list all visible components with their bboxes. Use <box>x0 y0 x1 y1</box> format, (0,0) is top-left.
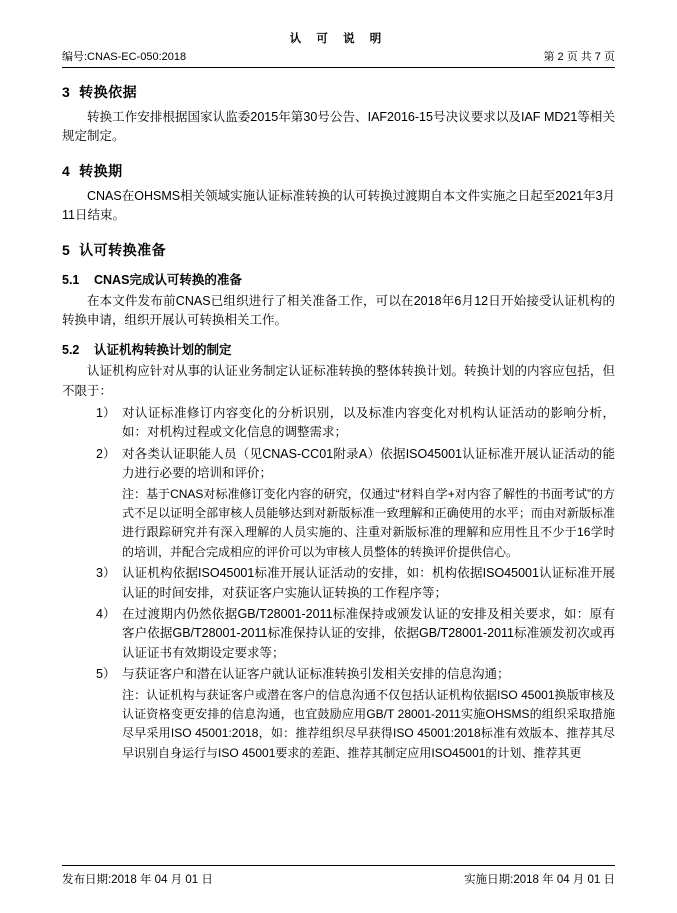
section-heading-4 <box>62 161 615 181</box>
list-item-label: 2） <box>96 446 116 461</box>
section-heading-3 <box>62 82 615 102</box>
issue-date: 发布日期:2018 年 04 月 01 日 <box>62 874 213 886</box>
list-item-note: 注：基于CNAS对标准修订变化内容的研究，仅通过“材料自学+对内容了解性的书面考试”的方式不足以证明全部审核人员能够达到对新版标准一致理解和正确使用的水平；而由对新版标准进行跟踪研究并有深入理解的人员实施的、注重对新版标准的理解和应用性且不少于16学时的培训，并配合完成相应的评价可以为审核人员整体的转换评价提供信心。 <box>122 486 615 559</box>
list-item-label: 3） <box>96 566 116 581</box>
list-item <box>96 605 615 663</box>
list-item-note: 注：认证机构与获证客户或潜在客户的信息沟通不仅包括认证机构依据ISO 45001换版审核及认证资格变更安排的信息沟通，也宜鼓励应用GB/T 28001-2011实施OHSMS的组织采取措施尽早采用ISO 45001:2018，如：推荐组织尽早获得ISO 45001:2018标准有效版本、推荐其尽早识别自身运行与ISO 45001要求的差距、推荐其制定应用ISO45001的计划、推荐其更 <box>122 687 615 760</box>
subsection-heading-5-2 <box>62 340 615 358</box>
section-number-5: 5 <box>62 241 71 258</box>
section-number-3: 3 <box>62 84 71 100</box>
list-item <box>96 564 615 603</box>
document-title: 认 可 说 明 <box>289 33 388 45</box>
section-heading-5 <box>62 240 615 260</box>
list-item <box>96 445 615 563</box>
document-code: 编号:CNAS-EC-050:2018 <box>62 51 187 63</box>
subsection-number-5-1: 5.1 <box>62 272 80 287</box>
section-title-4: 转换期 <box>79 162 123 179</box>
subsection-heading-5-1 <box>62 270 615 288</box>
section-4-paragraph: CNAS在OHSMS相关领域实施认证标准转换的认可转换过渡期自本文件实施之日起至2021年3月11日结束。 <box>62 188 615 223</box>
subsection-5-2-paragraph: 认证机构应针对从事的认证业务制定认证标准转换的整体转换计划。转换计划的内容应包括，但不限于： <box>62 364 615 398</box>
page-header <box>62 48 615 68</box>
list-item-label: 4） <box>96 607 116 621</box>
section-title-5: 认可转换准备 <box>79 241 167 258</box>
list-item-text: 认证机构依据ISO45001标准开展认证活动的安排，如：机构依据ISO45001认证标准开展认证的时间安排，对获证客户实施认证转换的工作程序等； <box>122 566 615 600</box>
subsection-title-5-2: 认证机构转换计划的制定 <box>94 343 232 358</box>
section-number-4: 4 <box>62 162 71 179</box>
list-item-label: 1） <box>96 406 116 420</box>
section-3-paragraph: 转换工作安排根据国家认监委2015年第30号公告、IAF2016-15号决议要求以及IAF MD21等相关规定制定。 <box>62 110 615 144</box>
list-item-text: 对认证标准修订内容变化的分析识别，以及标准内容变化对机构认证活动的影响分析，如：对机构过程或文化信息的调整需求； <box>122 406 615 440</box>
requirement-list <box>62 404 615 763</box>
page-number: 第 2 页 共 7 页 <box>543 51 615 63</box>
subsection-5-1-paragraph: 在本文件发布前CNAS已组织进行了相关准备工作，可以在2018年6月12日开始接受认证机构的转换申请，组织开展认可转换相关工作。 <box>62 293 615 327</box>
subsection-title-5-1: CNAS完成认可转换的准备 <box>94 272 242 287</box>
list-item-text: 与获证客户和潜在认证客户就认证标准转换引发相关安排的信息沟通； <box>122 667 510 682</box>
list-item-text: 在过渡期内仍然依据GB/T28001-2011标准保持或颁发认证的安排及相关要求，如：原有客户依据GB/T28001-2011标准保持认证的安排，依据GB/T28001-2011标准颁发初次或再认证证书有效期设定要求等； <box>122 607 615 660</box>
list-item <box>96 665 615 763</box>
list-item <box>96 404 615 443</box>
effective-date: 实施日期:2018 年 04 月 01 日 <box>464 874 615 886</box>
list-item-text: 对各类认证职能人员（见CNAS-CC01附录A）依据ISO45001认证标准开展认证活动的能力进行必要的培训和评价； <box>122 446 615 481</box>
subsection-number-5-2: 5.2 <box>62 343 80 358</box>
page-footer <box>62 865 615 887</box>
list-item-label: 5） <box>96 667 116 682</box>
section-title-3: 转换依据 <box>79 84 138 100</box>
